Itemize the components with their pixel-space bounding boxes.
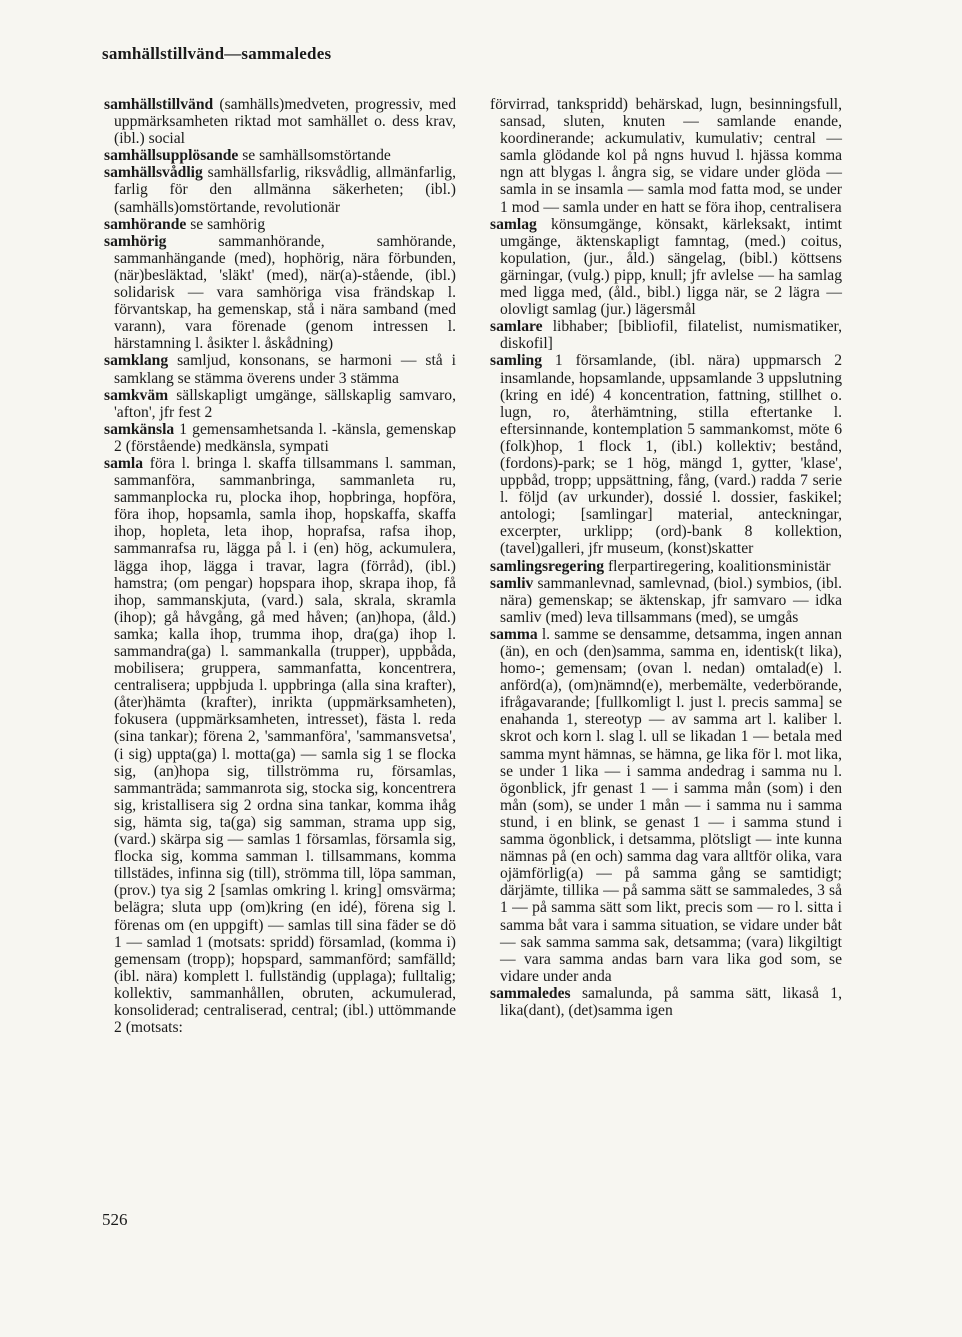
headword: samklang [104,352,169,370]
dictionary-entry [104,164,456,215]
dictionary-entry [490,575,842,626]
headword: sammaledes [490,984,571,1002]
dictionary-entry [490,558,842,575]
right-column [490,96,842,1019]
dictionary-entry [104,216,456,233]
left-column [104,96,456,1036]
running-head: samhällstillvänd—sammaledes [102,44,332,63]
dictionary-entry [104,233,456,353]
headword: samla [104,454,143,472]
entry-body: flerpartiregering, koalitionsministär [604,557,831,575]
headword: samkväm [104,386,169,404]
headword: samkänsla [104,420,175,438]
headword: samling [490,352,542,370]
dictionary-entry [104,455,456,1036]
headword: samlare [490,318,543,336]
headword: samhörande [104,215,187,233]
entry-body: sammanlevnad, samlevnad, (biol.) symbios, (ibl. nära) gemenskap; se äktenskap, jfr samvaro — idka samliv (med) leva tillsammans (med), se umgås [500,574,842,626]
headword: samhällstillvänd [104,96,214,113]
entry-body: föra l. bringa l. skaffa tillsammans l. samman, sammanföra, sammanbringa, sammanleta ru, sammanplocka ru, plocka ihop, hopbringa, hopföra, föra ihop, hopsamla, samla ihop, hopskaffa, skaffa ihop, hopleta, leta ihop, hoprafsa, rafsa ihop, sammanrafsa ru, lägga på l. i (en) hög, ackumulera, lägga ihop, lägga i travar, lagra (förråd), (ibl.) hamstra; (om pengar) hopspara ihop, skrapa ihop, få ihop, sammanskjuta, (vard.) sala, skrala, skramla (ihop); gå håvgång, gå med håven; (an)hopa, (åld.) samka; kalla ihop, trumma ihop, dra(ga) ihop l. sammandra(ga) l. sammankalla (trupper), uppbåda, mobilisera; gruppera, sammanfatta, koncentrera, centralisera; uppbjuda l. uppbringa (alla sina krafter), (åter)hämta (krafter), inrikta (uppmärksamheten), fokusera (uppmärksamheten, intresset), fästa l. reda (sina tankar); förena 2, 'sammanföra', 'sammansvetsa', (i sig) uppta(ga) l. motta(ga) — samla sig 1 se flocka sig, (an)hopa sig, tillströmma ru, församlas, sammanträda; sammanrota sig, stocka sig, koncentrera sig, kristallisera sig 2 ordna sina tankar, komma ihåg sig, hämta sig, ta(ga) sig samman, strama upp sig, (vard.) skärpa sig — samlas 1 församlas, församla sig, flocka sig, komma samman l. tillsammans, komma tillstädes, infinna sig (till), strömma till, löpa samman, (prov.) tya sig 2 [samlas omkring l. kring] omsvärma; belägra; sluta upp (om)kring (en idé), förena sig l. förenas om (en uppgift) — samlas till sina fäder se dö 1 — samlad 1 (motsats: spridd) församlad, (komma i) gemensam (tropp); hopspard, sammanförd; samfälld; (ibl. nära) komplett l. fullständig (upplaga); fulltalig; kollektiv, sammanhållen, obruten, ackumulerad, konsoliderad; centraliserad, central; (ibl.) uttömmande 2 (motsats: [114,454,456,1037]
headword: samma [490,625,538,643]
entry-body: förvirrad, tankspridd) behärskad, lugn, besinningsfull, sansad, sluten, knuten — samlande enande, koordinerande; ackumulativ, kumulativ; central — samla glödande kol på ngns huvud l. hjässa komma ngn att blygas l. ångra sig, se vidare under glöda — samla in se insamla — samla mod fatta mod, se under 1 mod — samla under en hatt se föra ihop, centralisera [490,96,842,216]
dictionary-entry [104,147,456,164]
headword: samlingsregering [490,557,605,575]
entry-body: könsumgänge, könsakt, kärleksakt, intimt umgänge, äktenskapligt famntag, (med.) coitus, kopulation, (jur., åld.) sängelag, (bibl.) köttsens gärningar, (vulg.) pipp, knull; jfr avlelse — ha samlag med ligga med, (åld., bibl.) ligga när, se 2 lägra — olovligt samlag (jur.) lägersmål [500,215,842,319]
dictionary-entry [104,421,456,455]
headword: samhällsvådlig [104,164,203,182]
dictionary-entry [490,626,842,985]
dictionary-entry [490,985,842,1019]
entry-body: samalunda, på samma sätt, likaså 1, lika(dant), (det)samma igen [500,984,842,1019]
dictionary-entry [490,318,842,352]
headword: samliv [490,574,534,592]
headword: samhällsupplösande [104,147,239,165]
entry-body: l. samme se densamme, detsamma, ingen annan (än), en och (den)samma, samma en, identisk(t lika), homo-; gemensam; (ovan l. nedan) omtalad(e) l. anförd(a), (om)nämnd(e), merbemälte, vederbörande, ifrågavarande; [fullkomligt l. just l. precis samma] se enahanda 1, stereotyp — av samma art l. kaliber l. skrot och korn l. slag l. ull se likadan 1 — betala med samma mynt hämnas, se hämna, ge lika för l. mot lika, se under 1 lika — i samma andedrag i samma nu l. ögonblick, jfr genast 1 — i samma mån (som) i den mån (som), se under 1 mån — i samma nu i samma stund, i en blink, se genast 1 — i samma stund i samma ögonblick, i detsamma, plötsligt — inte kunna nämnas på (en och) samma dag vara alltför olika, vara ojämförlig(a) — på samma gång se samtidigt; därjämte, tillika — på samma sätt se sammaledes, 3 så 1 — på samma sätt som likt, precis som — ro l. sitta i samma båt vara i samma situation, se vidare under båt — sak samma samma sak, detsamma; (vara) likgiltigt — vara samma andas barn vara lika god som, se vidare under anda [500,625,842,985]
headword: samhörig [104,232,167,250]
entry-body: libhaber; [bibliofil, filatelist, numismatiker, diskofil] [500,318,842,353]
entry-body: se samhällsomstörtande [238,147,391,165]
dictionary-entry [490,352,842,557]
entry-body: 1 församlande, (ibl. nära) uppmarsch 2 insamlande, hopsamlande, uppsamlande 3 uppslutning (kring en idé) 4 koncentration, fattning, stillhet o. lugn, ro, återhämtning, stilla eftertanke l. eftersinnande, kontemplation 5 sammankomst, möte 6 (folk)hop, 1 flock 1, (ibl.) kollektiv; bestånd, (fordons)-park; se 1 hög, mängd 1, gytter, 'klase', uppbåd, tropp; uppsättning, fång, (vard.) radda 7 serie l. följd (av urkunder), dossié l. dossier, faskikel; antologi; [samlingar] material, anteckningar, excerpter, urklipp; (ord)-bank 8 kollektion, (tavel)galleri, jfr museum, (konst)skatter [500,352,842,558]
entry-body: samhällsfarlig, riksvådlig, allmänfarlig, farlig för den allmänna säkerheten; (ibl.) (samhälls)omstörtande, revolutionär [114,164,456,216]
headword: samlag [490,215,537,233]
entry-body: se samhörig [186,215,266,233]
entry-body: 1 gemensamhetsanda l. -känsla, gemenskap 2 (förstående) medkänsla, sympati [114,420,456,455]
page-number: 526 [102,1210,128,1229]
dictionary-entry [490,96,842,216]
entry-body: sammanhörande, samhörande, sammanhängande (med), hophörig, nära förbunden, (när)besläktad, 'släkt' (med), när(a)-stående, (ibl.) solidarisk — vara samhöriga visa frändskap l. förvantskap, ha gemenskap, stå i nära samband (med varann), vara förenade (genom intressen l. härstamning l. åsikter l. åskådning) [114,232,456,353]
dictionary-entry [104,96,456,147]
entry-body: sällskapligt umgänge, sällskaplig samvaro, 'afton', jfr fest 2 [114,386,456,421]
dictionary-entry [104,352,456,386]
entry-body: samljud, konsonans, se harmoni — stå i samklang se stämma överens under 3 stämma [114,352,456,387]
entry-body: (samhälls)medveten, progressiv, med uppmärksamheten riktad mot samhället o. dess krav, (ibl.) social [114,96,456,148]
dictionary-entry [490,216,842,319]
dictionary-entry [104,387,456,421]
